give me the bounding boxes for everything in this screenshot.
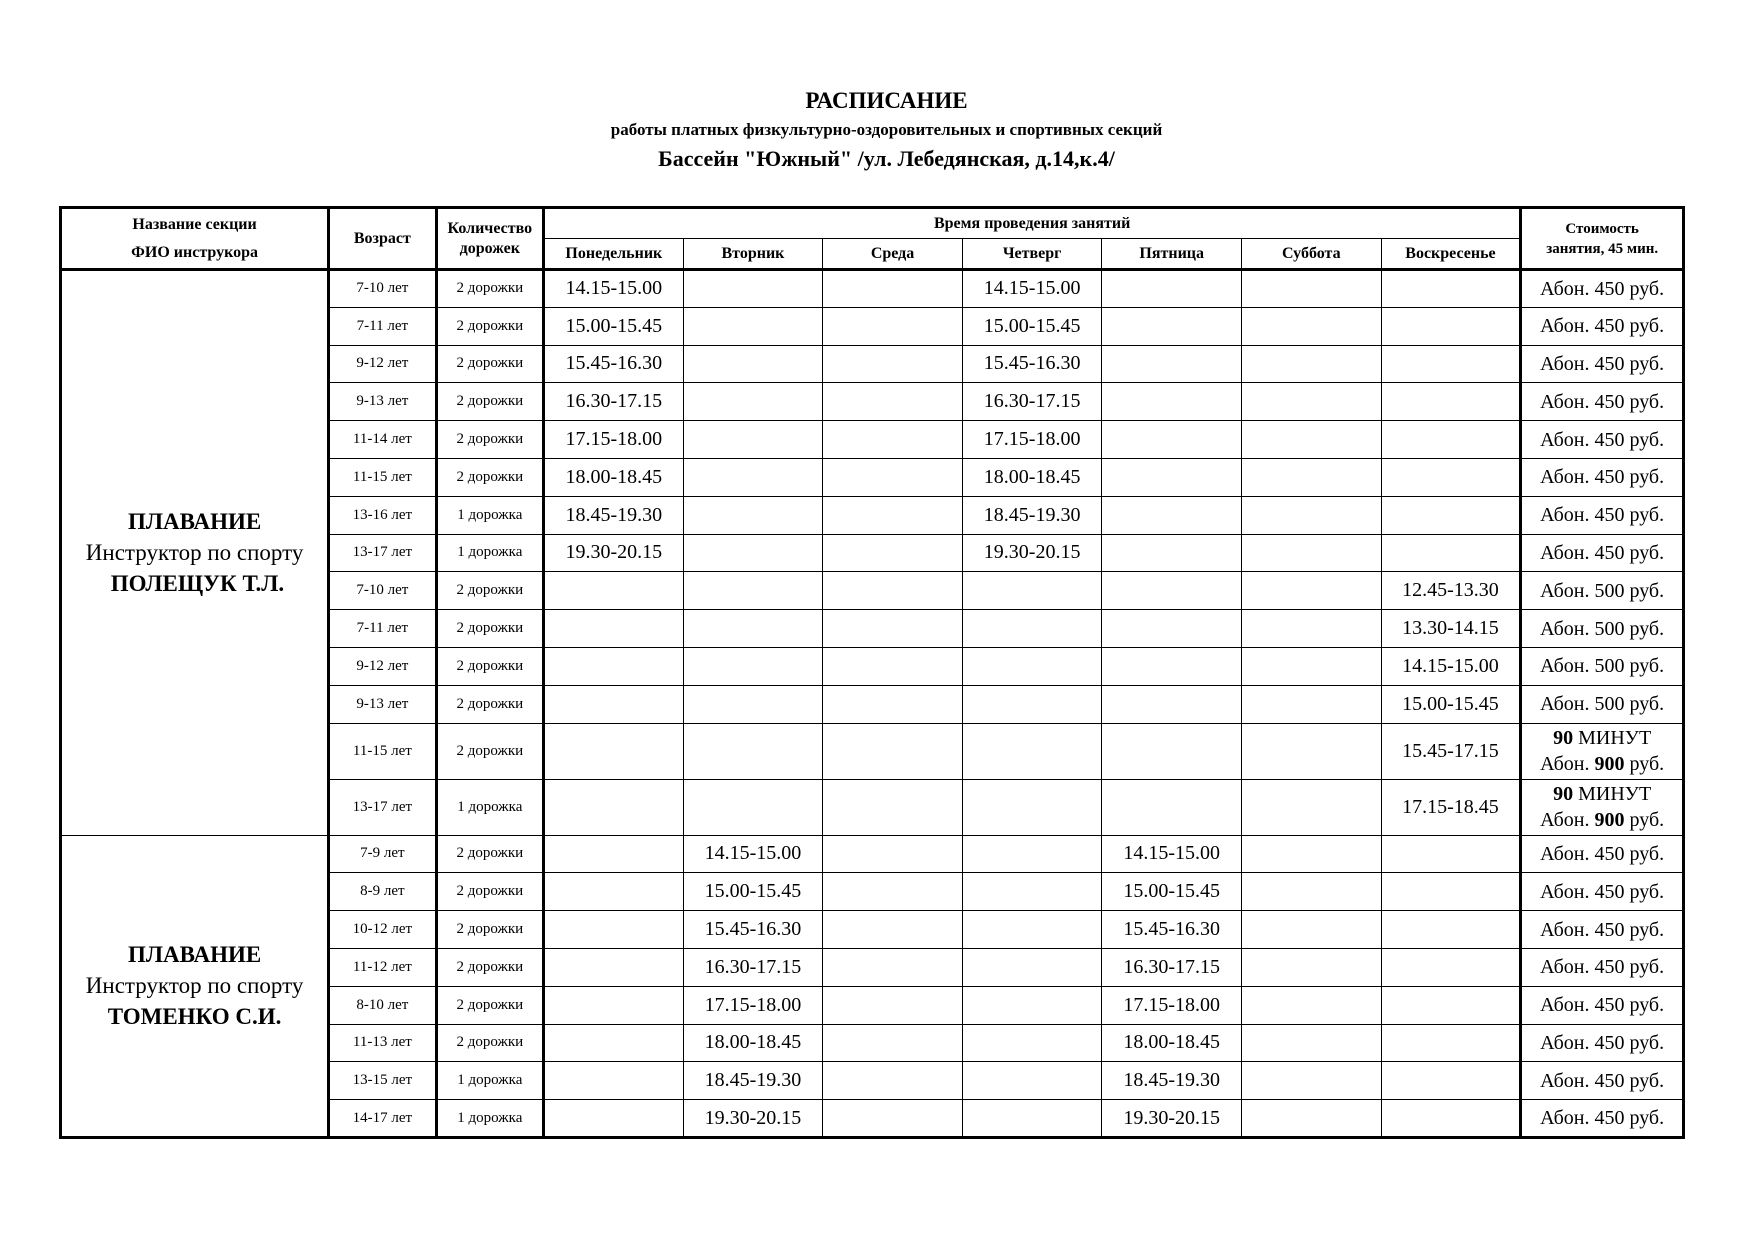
lanes-cell: 2 дорожки bbox=[436, 986, 543, 1024]
time-cell bbox=[823, 779, 963, 835]
age-cell: 7-10 лет bbox=[329, 270, 436, 308]
time-cell: 18.00-18.45 bbox=[683, 1024, 823, 1062]
price-part: Абон. bbox=[1540, 809, 1595, 832]
lanes-cell: 2 дорожки bbox=[436, 345, 543, 383]
time-cell bbox=[823, 723, 963, 779]
time-cell: 19.30-20.15 bbox=[544, 534, 684, 572]
time-cell bbox=[1102, 647, 1242, 685]
time-cell bbox=[1242, 345, 1382, 383]
time-cell bbox=[823, 572, 963, 610]
time-cell bbox=[1242, 1062, 1382, 1100]
time-cell bbox=[544, 873, 684, 911]
time-cell bbox=[544, 835, 684, 873]
time-cell bbox=[1242, 421, 1382, 459]
age-cell: 9-13 лет bbox=[329, 685, 436, 723]
time-cell bbox=[962, 1024, 1102, 1062]
time-cell bbox=[823, 534, 963, 572]
time-cell bbox=[683, 723, 823, 779]
lanes-cell: 2 дорожки bbox=[436, 723, 543, 779]
age-cell: 13-16 лет bbox=[329, 496, 436, 534]
age-cell: 11-15 лет bbox=[329, 458, 436, 496]
price-part: МИНУТ bbox=[1573, 783, 1652, 806]
price-cell: Абон. 450 руб. bbox=[1521, 948, 1684, 986]
header-day: Четверг bbox=[962, 239, 1102, 270]
document-subtitle: работы платных физкультурно-оздоровительных и спортивных секций bbox=[610, 120, 1163, 139]
lanes-cell: 2 дорожки bbox=[436, 1024, 543, 1062]
age-cell: 11-14 лет bbox=[329, 421, 436, 459]
lanes-cell: 1 дорожка bbox=[436, 779, 543, 835]
time-cell bbox=[1242, 911, 1382, 949]
header-day: Воскресенье bbox=[1381, 239, 1521, 270]
time-cell bbox=[1381, 911, 1521, 949]
time-cell: 15.00-15.45 bbox=[1102, 873, 1242, 911]
price-cell: Абон. 450 руб. bbox=[1521, 421, 1684, 459]
time-cell bbox=[1242, 723, 1382, 779]
document-title: РАСПИСАНИЕ bbox=[805, 88, 968, 113]
time-cell bbox=[1242, 572, 1382, 610]
lanes-cell: 2 дорожки bbox=[436, 835, 543, 873]
time-cell bbox=[1242, 986, 1382, 1024]
document-header bbox=[0, 86, 1753, 174]
time-cell bbox=[823, 345, 963, 383]
time-cell: 17.15-18.00 bbox=[683, 986, 823, 1024]
time-cell bbox=[962, 986, 1102, 1024]
time-cell bbox=[683, 496, 823, 534]
time-cell bbox=[962, 1100, 1102, 1138]
price-cell bbox=[1521, 723, 1684, 779]
time-cell bbox=[962, 685, 1102, 723]
price-cell: Абон. 500 руб. bbox=[1521, 647, 1684, 685]
time-cell: 18.45-19.30 bbox=[683, 1062, 823, 1100]
time-cell bbox=[683, 610, 823, 648]
time-cell bbox=[1381, 307, 1521, 345]
age-cell: 11-12 лет bbox=[329, 948, 436, 986]
time-cell bbox=[1381, 383, 1521, 421]
time-cell: 16.30-17.15 bbox=[683, 948, 823, 986]
price-part: 900 bbox=[1594, 809, 1625, 832]
header-price-line2: занятия, 45 мин. bbox=[1546, 240, 1659, 257]
age-cell: 11-15 лет bbox=[329, 723, 436, 779]
lanes-cell: 1 дорожка bbox=[436, 1062, 543, 1100]
time-cell bbox=[683, 779, 823, 835]
time-cell: 18.45-19.30 bbox=[544, 496, 684, 534]
age-cell: 9-12 лет bbox=[329, 647, 436, 685]
time-cell bbox=[1381, 270, 1521, 308]
price-part: 90 bbox=[1553, 783, 1574, 806]
time-cell bbox=[1381, 1062, 1521, 1100]
price-cell: Абон. 450 руб. bbox=[1521, 986, 1684, 1024]
time-cell bbox=[544, 1024, 684, 1062]
header-row bbox=[61, 208, 1684, 239]
age-cell: 11-13 лет bbox=[329, 1024, 436, 1062]
time-cell bbox=[1102, 496, 1242, 534]
price-cell: Абон. 450 руб. bbox=[1521, 496, 1684, 534]
time-cell bbox=[1102, 534, 1242, 572]
time-cell bbox=[962, 647, 1102, 685]
time-cell: 18.45-19.30 bbox=[1102, 1062, 1242, 1100]
price-cell: Абон. 450 руб. bbox=[1521, 835, 1684, 873]
time-cell: 17.15-18.00 bbox=[544, 421, 684, 459]
price-cell: Абон. 450 руб. bbox=[1521, 1100, 1684, 1138]
table-row bbox=[61, 835, 1684, 873]
header-lanes-line2: дорожек bbox=[459, 239, 520, 257]
lanes-cell: 2 дорожки bbox=[436, 421, 543, 459]
time-cell bbox=[962, 948, 1102, 986]
age-cell: 7-10 лет bbox=[329, 572, 436, 610]
time-cell bbox=[823, 873, 963, 911]
time-cell bbox=[1242, 685, 1382, 723]
time-cell bbox=[1242, 610, 1382, 648]
lanes-cell: 1 дорожка bbox=[436, 534, 543, 572]
time-cell bbox=[1381, 986, 1521, 1024]
time-cell bbox=[544, 911, 684, 949]
age-cell: 8-10 лет bbox=[329, 986, 436, 1024]
time-cell: 15.45-16.30 bbox=[1102, 911, 1242, 949]
time-cell bbox=[1102, 270, 1242, 308]
price-cell: Абон. 500 руб. bbox=[1521, 610, 1684, 648]
time-cell bbox=[823, 1024, 963, 1062]
time-cell bbox=[1381, 835, 1521, 873]
header-day: Среда bbox=[823, 239, 963, 270]
time-cell: 14.15-15.00 bbox=[1102, 835, 1242, 873]
time-cell: 15.45-16.30 bbox=[544, 345, 684, 383]
price-part: Абон. bbox=[1540, 753, 1595, 776]
time-cell bbox=[1242, 1024, 1382, 1062]
time-cell bbox=[823, 270, 963, 308]
time-cell: 15.00-15.45 bbox=[1381, 685, 1521, 723]
header-instructor-label: ФИО инструкора bbox=[131, 243, 258, 261]
price-cell: Абон. 500 руб. bbox=[1521, 685, 1684, 723]
time-cell bbox=[1242, 1100, 1382, 1138]
age-cell: 8-9 лет bbox=[329, 873, 436, 911]
time-cell: 19.30-20.15 bbox=[962, 534, 1102, 572]
time-cell: 18.00-18.45 bbox=[544, 458, 684, 496]
time-cell bbox=[683, 270, 823, 308]
lanes-cell: 2 дорожки bbox=[436, 572, 543, 610]
time-cell bbox=[683, 647, 823, 685]
lanes-cell: 1 дорожка bbox=[436, 1100, 543, 1138]
time-cell: 14.15-15.00 bbox=[683, 835, 823, 873]
time-cell bbox=[1381, 1100, 1521, 1138]
time-cell bbox=[823, 647, 963, 685]
time-cell bbox=[1381, 534, 1521, 572]
price-cell: Абон. 450 руб. bbox=[1521, 1062, 1684, 1100]
time-cell bbox=[544, 685, 684, 723]
time-cell: 16.30-17.15 bbox=[962, 383, 1102, 421]
time-cell bbox=[1381, 948, 1521, 986]
time-cell bbox=[1242, 534, 1382, 572]
lanes-cell: 2 дорожки bbox=[436, 873, 543, 911]
section-cell bbox=[61, 270, 329, 836]
time-cell: 18.00-18.45 bbox=[962, 458, 1102, 496]
price-part: руб. bbox=[1624, 809, 1665, 832]
header-day: Понедельник bbox=[544, 239, 684, 270]
header-day: Вторник bbox=[683, 239, 823, 270]
time-cell bbox=[1102, 421, 1242, 459]
time-cell bbox=[962, 572, 1102, 610]
price-part: 90 bbox=[1553, 727, 1574, 750]
price-cell: Абон. 500 руб. bbox=[1521, 572, 1684, 610]
header-price bbox=[1521, 208, 1684, 270]
time-cell: 19.30-20.15 bbox=[1102, 1100, 1242, 1138]
age-cell: 9-13 лет bbox=[329, 383, 436, 421]
time-cell: 15.45-16.30 bbox=[962, 345, 1102, 383]
header-age: Возраст bbox=[329, 208, 436, 270]
table-row bbox=[61, 270, 1684, 308]
time-cell bbox=[1381, 345, 1521, 383]
price-cell: Абон. 450 руб. bbox=[1521, 873, 1684, 911]
document-location: Бассейн "Южный" /ул. Лебедянская, д.14,к.4/ bbox=[658, 146, 1115, 171]
lanes-cell: 2 дорожки bbox=[436, 307, 543, 345]
lanes-cell: 2 дорожки bbox=[436, 647, 543, 685]
age-cell: 7-11 лет bbox=[329, 610, 436, 648]
time-cell bbox=[823, 1100, 963, 1138]
header-lanes bbox=[436, 208, 543, 270]
price-cell: Абон. 450 руб. bbox=[1521, 911, 1684, 949]
time-cell bbox=[544, 1100, 684, 1138]
instructor-role: Инструктор по спорту bbox=[85, 973, 304, 999]
time-cell bbox=[544, 647, 684, 685]
header-day: Пятница bbox=[1102, 239, 1242, 270]
time-cell bbox=[1242, 458, 1382, 496]
header-price-line1: Стоимость bbox=[1565, 220, 1639, 237]
time-cell: 15.00-15.45 bbox=[683, 873, 823, 911]
time-cell bbox=[823, 835, 963, 873]
time-cell bbox=[962, 835, 1102, 873]
time-cell bbox=[683, 685, 823, 723]
time-cell bbox=[962, 610, 1102, 648]
time-cell: 15.45-16.30 bbox=[683, 911, 823, 949]
price-cell: Абон. 450 руб. bbox=[1521, 534, 1684, 572]
time-cell bbox=[823, 458, 963, 496]
time-cell bbox=[823, 911, 963, 949]
time-cell bbox=[1381, 496, 1521, 534]
instructor-role: Инструктор по спорту bbox=[85, 540, 304, 566]
time-cell bbox=[962, 779, 1102, 835]
time-cell bbox=[1102, 572, 1242, 610]
time-cell bbox=[823, 610, 963, 648]
price-part: 900 bbox=[1594, 753, 1625, 776]
price-cell: Абон. 450 руб. bbox=[1521, 383, 1684, 421]
time-cell: 13.30-14.15 bbox=[1381, 610, 1521, 648]
time-cell bbox=[1381, 421, 1521, 459]
time-cell bbox=[1102, 610, 1242, 648]
time-cell: 14.15-15.00 bbox=[544, 270, 684, 308]
lanes-cell: 2 дорожки bbox=[436, 911, 543, 949]
time-cell bbox=[683, 458, 823, 496]
price-cell bbox=[1521, 779, 1684, 835]
time-cell bbox=[544, 948, 684, 986]
time-cell bbox=[683, 383, 823, 421]
header-time-group: Время проведения занятий bbox=[544, 208, 1521, 239]
time-cell: 15.00-15.45 bbox=[544, 307, 684, 345]
time-cell bbox=[1102, 458, 1242, 496]
time-cell bbox=[823, 383, 963, 421]
time-cell: 16.30-17.15 bbox=[1102, 948, 1242, 986]
time-cell bbox=[683, 572, 823, 610]
time-cell: 14.15-15.00 bbox=[1381, 647, 1521, 685]
schedule-table bbox=[59, 206, 1685, 1139]
time-cell bbox=[1102, 345, 1242, 383]
header-day: Суббота bbox=[1242, 239, 1382, 270]
time-cell bbox=[1242, 270, 1382, 308]
time-cell bbox=[1242, 873, 1382, 911]
time-cell: 17.15-18.00 bbox=[962, 421, 1102, 459]
time-cell: 12.45-13.30 bbox=[1381, 572, 1521, 610]
time-cell bbox=[823, 1062, 963, 1100]
time-cell bbox=[1102, 307, 1242, 345]
price-cell: Абон. 450 руб. bbox=[1521, 270, 1684, 308]
age-cell: 7-9 лет bbox=[329, 835, 436, 873]
time-cell bbox=[962, 723, 1102, 779]
age-cell: 13-17 лет bbox=[329, 534, 436, 572]
age-cell: 7-11 лет bbox=[329, 307, 436, 345]
time-cell bbox=[1242, 307, 1382, 345]
time-cell bbox=[1381, 458, 1521, 496]
time-cell: 19.30-20.15 bbox=[683, 1100, 823, 1138]
time-cell: 15.45-17.15 bbox=[1381, 723, 1521, 779]
time-cell bbox=[1242, 835, 1382, 873]
section-cell bbox=[61, 835, 329, 1137]
time-cell bbox=[544, 986, 684, 1024]
time-cell bbox=[1242, 383, 1382, 421]
header-section-label: Название секции bbox=[132, 215, 257, 233]
time-cell bbox=[544, 572, 684, 610]
time-cell bbox=[962, 911, 1102, 949]
price-cell: Абон. 450 руб. bbox=[1521, 1024, 1684, 1062]
time-cell bbox=[1102, 723, 1242, 779]
time-cell bbox=[544, 779, 684, 835]
age-cell: 13-17 лет bbox=[329, 779, 436, 835]
time-cell bbox=[1242, 647, 1382, 685]
time-cell bbox=[962, 1062, 1102, 1100]
age-cell: 14-17 лет bbox=[329, 1100, 436, 1138]
instructor-name: ТОМЕНКО С.И. bbox=[107, 1004, 282, 1030]
price-cell: Абон. 450 руб. bbox=[1521, 458, 1684, 496]
price-part: руб. bbox=[1624, 753, 1665, 776]
time-cell bbox=[823, 307, 963, 345]
time-cell bbox=[544, 610, 684, 648]
time-cell bbox=[544, 723, 684, 779]
time-cell: 15.00-15.45 bbox=[962, 307, 1102, 345]
time-cell bbox=[1242, 948, 1382, 986]
lanes-cell: 2 дорожки bbox=[436, 270, 543, 308]
age-cell: 10-12 лет bbox=[329, 911, 436, 949]
section-name: ПЛАВАНИЕ bbox=[127, 942, 262, 968]
age-cell: 9-12 лет bbox=[329, 345, 436, 383]
lanes-cell: 2 дорожки bbox=[436, 948, 543, 986]
time-cell bbox=[823, 685, 963, 723]
time-cell bbox=[823, 421, 963, 459]
header-lanes-line1: Количество bbox=[447, 219, 533, 237]
lanes-cell: 2 дорожки bbox=[436, 383, 543, 421]
time-cell bbox=[1381, 1024, 1521, 1062]
time-cell: 17.15-18.45 bbox=[1381, 779, 1521, 835]
age-cell: 13-15 лет bbox=[329, 1062, 436, 1100]
lanes-cell: 2 дорожки bbox=[436, 610, 543, 648]
price-part: МИНУТ bbox=[1573, 727, 1652, 750]
time-cell bbox=[683, 345, 823, 383]
lanes-cell: 1 дорожка bbox=[436, 496, 543, 534]
time-cell bbox=[683, 534, 823, 572]
header-section-name bbox=[61, 208, 329, 270]
price-cell: Абон. 450 руб. bbox=[1521, 345, 1684, 383]
time-cell: 17.15-18.00 bbox=[1102, 986, 1242, 1024]
time-cell: 18.00-18.45 bbox=[1102, 1024, 1242, 1062]
time-cell bbox=[1102, 383, 1242, 421]
time-cell: 16.30-17.15 bbox=[544, 383, 684, 421]
price-cell: Абон. 450 руб. bbox=[1521, 307, 1684, 345]
time-cell bbox=[683, 421, 823, 459]
time-cell: 18.45-19.30 bbox=[962, 496, 1102, 534]
time-cell bbox=[544, 1062, 684, 1100]
time-cell bbox=[823, 496, 963, 534]
time-cell bbox=[1102, 779, 1242, 835]
time-cell bbox=[683, 307, 823, 345]
time-cell bbox=[1242, 496, 1382, 534]
lanes-cell: 2 дорожки bbox=[436, 685, 543, 723]
time-cell bbox=[823, 948, 963, 986]
lanes-cell: 2 дорожки bbox=[436, 458, 543, 496]
time-cell bbox=[1102, 685, 1242, 723]
time-cell bbox=[1381, 873, 1521, 911]
time-cell: 14.15-15.00 bbox=[962, 270, 1102, 308]
instructor-name: ПОЛЕЩУК Т.Л. bbox=[105, 571, 285, 597]
time-cell bbox=[962, 873, 1102, 911]
section-name: ПЛАВАНИЕ bbox=[127, 509, 262, 535]
time-cell bbox=[823, 986, 963, 1024]
time-cell bbox=[1242, 779, 1382, 835]
